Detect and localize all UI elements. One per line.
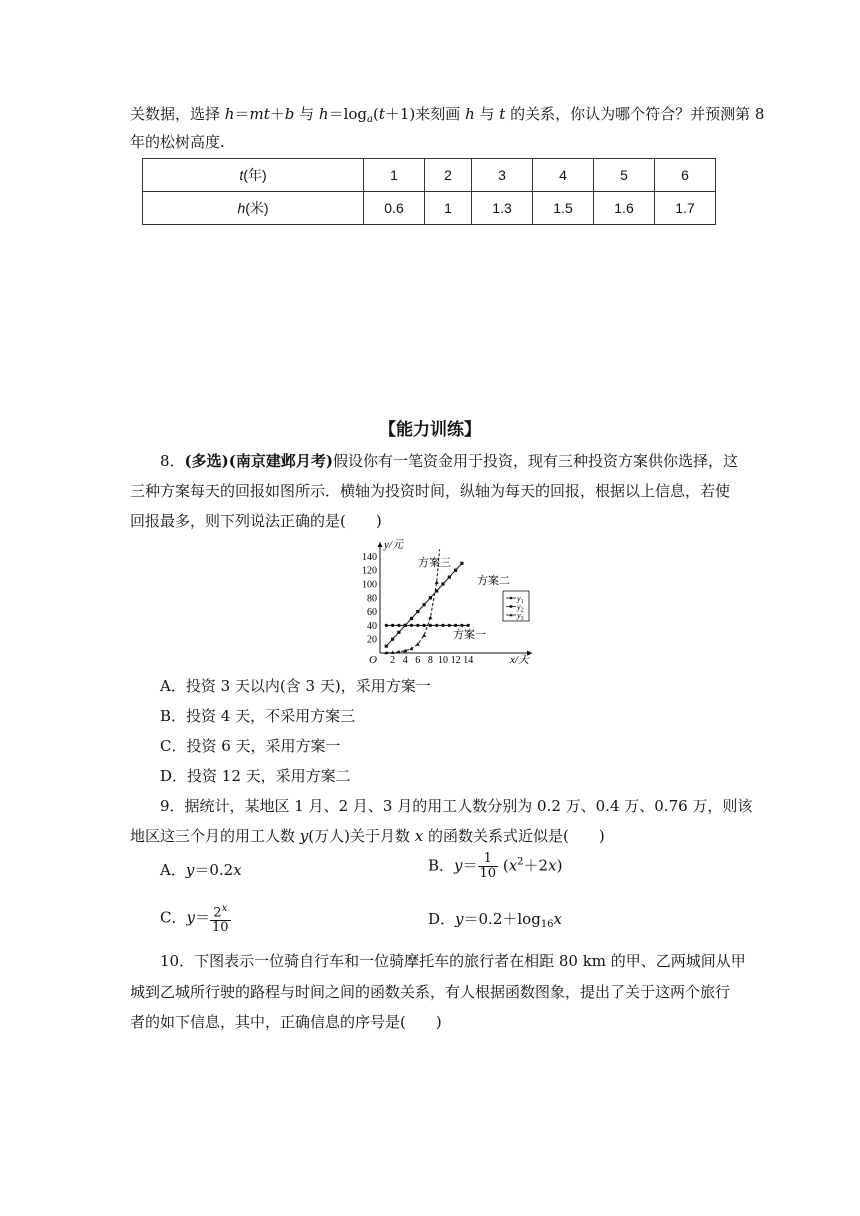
table-cell: 1 bbox=[425, 192, 472, 225]
point-y2 bbox=[410, 617, 413, 620]
y-tick-label: 80 bbox=[367, 593, 377, 605]
intro-line-2: 年的松树高度. bbox=[130, 133, 225, 151]
point-y2 bbox=[404, 624, 407, 627]
x-tick-label: 4 bbox=[402, 655, 408, 666]
table-cell: 1 bbox=[364, 159, 425, 192]
point-y1 bbox=[410, 624, 413, 627]
q8-option-d[interactable]: D．投资 12 天，采用方案二 bbox=[160, 767, 351, 785]
table-cell: 6 bbox=[655, 159, 716, 192]
point-y2 bbox=[460, 562, 463, 565]
row-label-h: h(米) bbox=[143, 192, 364, 225]
point-y3 bbox=[435, 580, 439, 584]
x-tick-label: 14 bbox=[463, 655, 474, 666]
point-y1 bbox=[460, 624, 463, 627]
q8-option-c[interactable]: C．投资 6 天，采用方案一 bbox=[160, 737, 341, 755]
legend-box bbox=[503, 591, 529, 621]
point-y1 bbox=[441, 624, 444, 627]
x-tick-label: 8 bbox=[427, 655, 433, 666]
point-y2 bbox=[429, 596, 432, 599]
x-tick-label: 10 bbox=[438, 655, 448, 666]
row-label-t: t(年) bbox=[143, 159, 364, 192]
q10-line-2: 城到乙城所行驶的路程与时间之间的函数关系，有人根据函数图象，提出了关于这两个旅行 bbox=[130, 983, 731, 1001]
q8-line-1: 8．(多选)(南京建邺月考)假设你有一笔资金用于投资，现有三种投资方案供你选择，这 bbox=[160, 452, 738, 470]
q9-option-a[interactable]: A．y＝0.2x bbox=[160, 861, 242, 879]
point-y1 bbox=[391, 624, 394, 627]
y-tick-label: 140 bbox=[362, 551, 377, 563]
y-tick-label: 20 bbox=[367, 634, 377, 646]
table-cell: 1.6 bbox=[594, 192, 655, 225]
y-tick-label: 40 bbox=[367, 620, 377, 632]
point-y1 bbox=[454, 624, 457, 627]
y-axis-arrow bbox=[378, 542, 383, 547]
series-label-y1: 方案一 bbox=[453, 629, 486, 641]
point-y1 bbox=[467, 624, 470, 627]
table-row bbox=[143, 192, 716, 225]
table-cell: 0.6 bbox=[364, 192, 425, 225]
series-label-y3: 方案三 bbox=[418, 557, 451, 569]
x-axis-label: x/天 bbox=[510, 654, 529, 666]
x-tick-label: 12 bbox=[450, 655, 461, 666]
y-axis-label: y/元 bbox=[384, 539, 403, 551]
q9-option-b[interactable]: B．y＝ $\frac{1}{10}$ $(x^2+2x)$ bbox=[428, 851, 563, 881]
section-title: 【能力训练】 bbox=[379, 420, 481, 440]
point-y2 bbox=[454, 569, 457, 572]
point-y1 bbox=[416, 624, 419, 627]
y-tick-label: 120 bbox=[362, 565, 377, 577]
legend-entry-y2: $y_2$ bbox=[517, 602, 524, 614]
legend-marker-y2 bbox=[510, 605, 513, 608]
q8-line-2: 三种方案每天的回报如图所示．横轴为投资时间，纵轴为每天的回报，根据以上信息，若使 bbox=[130, 482, 731, 500]
q10-line-1: 10．下图表示一位骑自行车和一位骑摩托车的旅行者在相距 80 km 的甲、乙两城间从甲 bbox=[160, 952, 746, 970]
q8-option-a[interactable]: A．投资 3 天以内(含 3 天)，采用方案一 bbox=[160, 677, 431, 695]
point-y2 bbox=[423, 603, 426, 606]
table-cell: 1.3 bbox=[472, 192, 533, 225]
table-cell: 5 bbox=[594, 159, 655, 192]
legend-entry-y1: $y_1$ bbox=[517, 594, 524, 605]
point-y2 bbox=[416, 610, 419, 613]
x-tick-label: 2 bbox=[390, 655, 396, 666]
point-y1 bbox=[429, 624, 432, 627]
point-y1 bbox=[385, 624, 388, 627]
point-y2 bbox=[448, 576, 451, 579]
table-cell: 1.7 bbox=[655, 192, 716, 225]
series-label-y2: 方案二 bbox=[477, 575, 510, 587]
legend-marker-y1 bbox=[510, 597, 513, 600]
investment-chart bbox=[360, 536, 540, 668]
point-y3 bbox=[428, 616, 432, 620]
point-y3 bbox=[422, 633, 426, 637]
y-tick-label: 100 bbox=[362, 579, 377, 591]
intro-line-1: 关数据，选择 h＝mt＋b 与 $h=\log_a(t+1)$来刻画 h 与 t 的关系，你认为哪个符合？并预测第 8 bbox=[130, 105, 765, 125]
q10-line-3: 者的如下信息，其中，正确信息的序号是( ) bbox=[130, 1013, 442, 1031]
chart-legend bbox=[503, 591, 529, 622]
data-table bbox=[142, 158, 716, 225]
q9-option-d[interactable]: D．$y=0.2+\log_{16}x$ bbox=[428, 910, 563, 930]
table-cell: 3 bbox=[472, 159, 533, 192]
q9-line-2: 地区这三个月的用工人数 y(万人)关于月数 x 的函数关系式近似是( ) bbox=[130, 827, 605, 845]
point-y1 bbox=[448, 624, 451, 627]
point-y1 bbox=[423, 624, 426, 627]
legend-entry-y3: $y_3$ bbox=[517, 611, 524, 622]
point-y2 bbox=[397, 631, 400, 634]
table-cell: 2 bbox=[425, 159, 472, 192]
point-y2 bbox=[391, 638, 394, 641]
y-tick-label: 60 bbox=[367, 607, 377, 619]
origin-label: O bbox=[369, 654, 377, 666]
table-row bbox=[143, 159, 716, 192]
q9-option-c[interactable]: C．y＝ $\frac{2^x}{10}$ bbox=[160, 903, 229, 936]
q8-option-b[interactable]: B．投资 4 天，不采用方案三 bbox=[160, 707, 356, 725]
x-tick-label: 6 bbox=[415, 655, 421, 666]
q9-line-1: 9．据统计，某地区 1 月、2 月、3 月的用工人数分别为 0.2 万、0.4 万、0.76 万，则该 bbox=[160, 797, 753, 815]
point-y2 bbox=[441, 582, 444, 585]
point-y1 bbox=[435, 624, 438, 627]
point-y2 bbox=[385, 645, 388, 648]
table-cell: 4 bbox=[533, 159, 594, 192]
q8-line-3: 回报最多，则下列说法正确的是( ) bbox=[130, 512, 382, 530]
table-cell: 1.5 bbox=[533, 192, 594, 225]
point-y1 bbox=[397, 624, 400, 627]
